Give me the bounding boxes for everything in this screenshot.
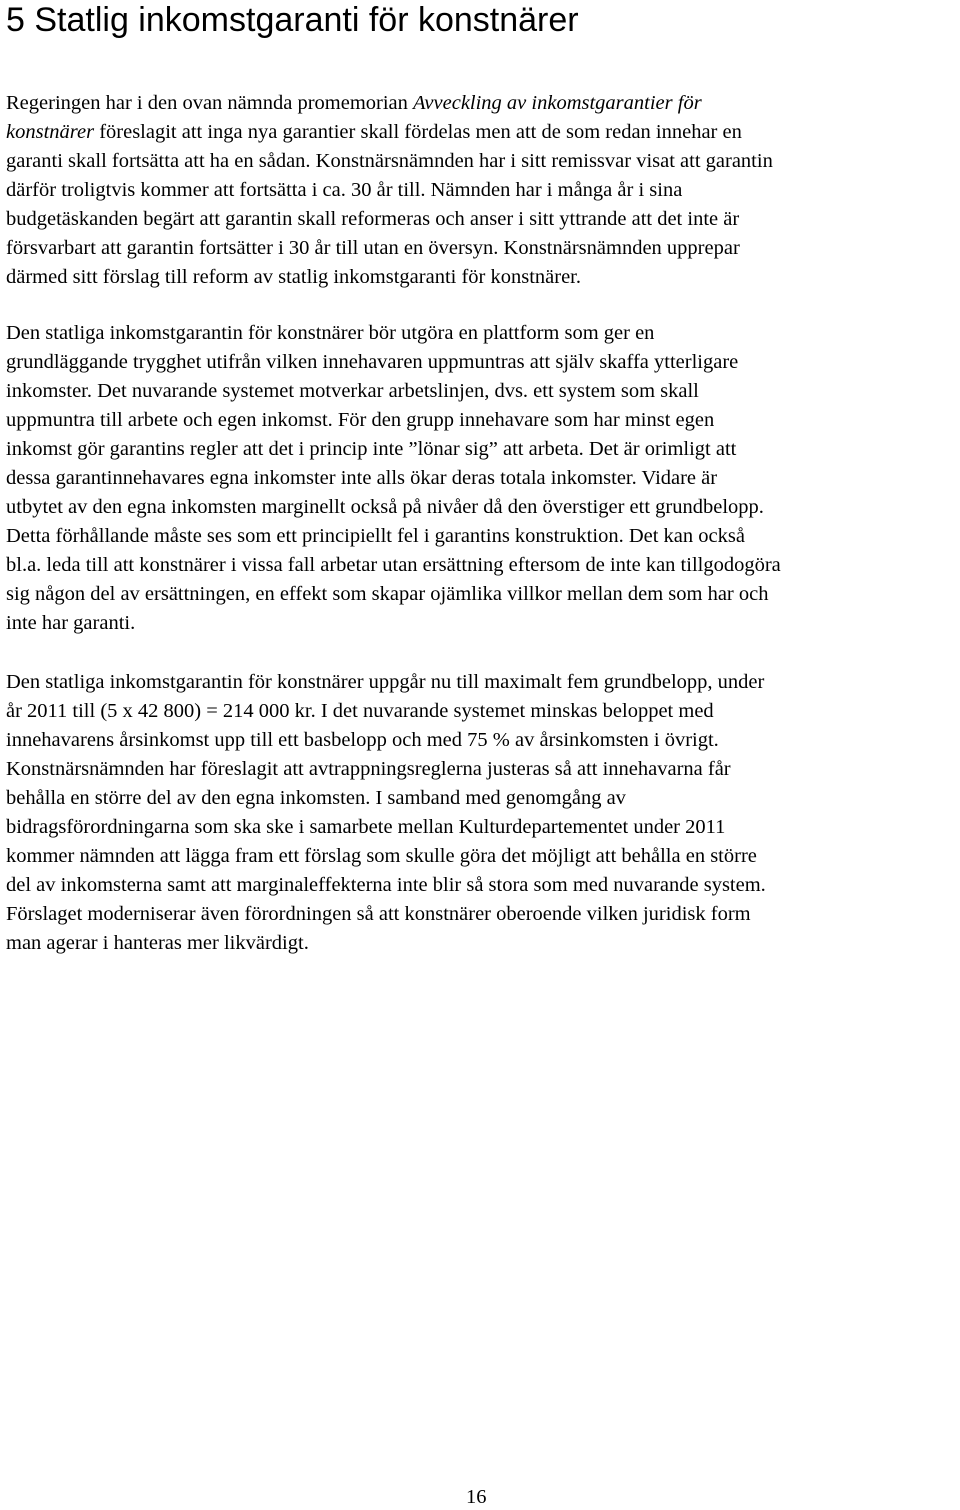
- text-line: [6, 89, 773, 118]
- text-line: [6, 726, 766, 755]
- text-run: man agerar i hanteras mer likvärdigt.: [6, 932, 309, 954]
- text-line: [6, 147, 773, 176]
- text-run: dessa garantinnehavares egna inkomster inte alls ökar deras totala inkomster. Vidare är: [6, 467, 718, 489]
- text-run: garanti skall fortsätta att ha en sådan. Konstnärsnämnden har i sitt remissvar visat att garantin: [6, 150, 773, 172]
- text-run: del av inkomsterna samt att marginaleffekterna inte blir så stora som med nuvarande system.: [6, 874, 766, 896]
- text-run: försvarbart att garantin fortsätter i 30 år till utan en översyn. Konstnärsnämnden upprepar: [6, 237, 740, 259]
- text-line: [6, 263, 773, 292]
- text-run: Förslaget moderniserar även förordningen så att konstnärer oberoende vilken juridisk form: [6, 903, 751, 925]
- text-line: [6, 842, 766, 871]
- text-run: därför troligtvis kommer att fortsätta i ca. 30 år till. Nämnden har i många år i sina: [6, 179, 683, 201]
- text-run: därmed sitt förslag till reform av statlig inkomstgaranti för konstnärer.: [6, 266, 582, 288]
- text-line: [6, 551, 781, 580]
- text-line: [6, 493, 781, 522]
- text-line: [6, 755, 766, 784]
- text-run: budgetäskanden begärt att garantin skall reformeras och anser i sitt yttrande att det inte är: [6, 208, 740, 230]
- text-run: Den statliga inkomstgarantin för konstnärer bör utgöra en plattform som ger en: [6, 322, 655, 344]
- text-line: [6, 871, 766, 900]
- page-number: 16: [466, 1486, 487, 1508]
- text-line: [6, 176, 773, 205]
- text-run: kommer nämnden att lägga fram ett förslag som skulle göra det möjligt att behålla en större: [6, 845, 757, 867]
- text-run: uppmuntra till arbete och egen inkomst. För den grupp innehavare som har minst egen: [6, 409, 715, 431]
- text-run: bl.a. leda till att konstnärer i vissa fall arbetar utan ersättning eftersom de inte kan tillgodogöra: [6, 554, 781, 576]
- text-run: grundläggande trygghet utifrån vilken innehavaren uppmuntras att själv skaffa ytterligare: [6, 351, 739, 373]
- italic-text: konstnärer: [6, 121, 95, 143]
- text-run: Den statliga inkomstgarantin för konstnärer uppgår nu till maximalt fem grundbelopp, under: [6, 671, 765, 693]
- text-run: sig någon del av ersättningen, en effekt som skapar ojämlika villkor mellan dem som har och: [6, 583, 769, 605]
- text-run: bidragsförordningarna som ska ske i samarbete mellan Kulturdepartementet under 2011: [6, 816, 726, 838]
- text-line: [6, 580, 781, 609]
- text-run: innehavarens årsinkomst upp till ett basbelopp och med 75 % av årsinkomsten i övrigt.: [6, 729, 719, 751]
- section-heading: 5 Statlig inkomstgaranti för konstnärer: [6, 1, 579, 39]
- text-line: [6, 697, 766, 726]
- text-line: [6, 406, 781, 435]
- text-line: [6, 522, 781, 551]
- text-line: [6, 348, 781, 377]
- text-run: inkomst gör garantins regler att det i princip inte ”lönar sig” att arbeta. Det är orimligt att: [6, 438, 737, 460]
- text-run: inte har garanti.: [6, 612, 136, 634]
- text-line: [6, 377, 781, 406]
- text-line: [6, 784, 766, 813]
- text-run: behålla en större del av den egna inkomsten. I samband med genomgång av: [6, 787, 626, 809]
- paragraph-2: [6, 319, 781, 638]
- text-line: [6, 929, 766, 958]
- text-run: Detta förhållande måste ses som ett principiellt fel i garantins konstruktion. Det kan också: [6, 525, 745, 547]
- text-line: [6, 319, 781, 348]
- text-line: [6, 435, 781, 464]
- text-run: inkomster. Det nuvarande systemet motverkar arbetslinjen, dvs. ett system som skall: [6, 380, 699, 402]
- text-run: Regeringen har i den ovan nämnda promemorian: [6, 92, 414, 114]
- text-line: [6, 464, 781, 493]
- text-line: [6, 118, 773, 147]
- text-line: [6, 813, 766, 842]
- paragraph-1: [6, 89, 773, 292]
- paragraph-3: [6, 668, 766, 958]
- text-line: [6, 205, 773, 234]
- text-line: [6, 234, 773, 263]
- text-run: Konstnärsnämnden har föreslagit att avtrappningsreglerna justeras så att innehavarna får: [6, 758, 731, 780]
- italic-text: Avveckling av inkomstgarantier för: [413, 92, 702, 114]
- text-run: föreslagit att inga nya garantier skall fördelas men att de som redan innehar en: [94, 121, 742, 143]
- text-line: [6, 668, 766, 697]
- text-run: utbytet av den egna inkomsten marginellt också på nivåer då den överstiger ett grundbelopp.: [6, 496, 764, 518]
- text-run: år 2011 till (5 x 42 800) = 214 000 kr. I det nuvarande systemet minskas beloppet med: [6, 700, 714, 722]
- text-line: [6, 900, 766, 929]
- text-line: [6, 609, 781, 638]
